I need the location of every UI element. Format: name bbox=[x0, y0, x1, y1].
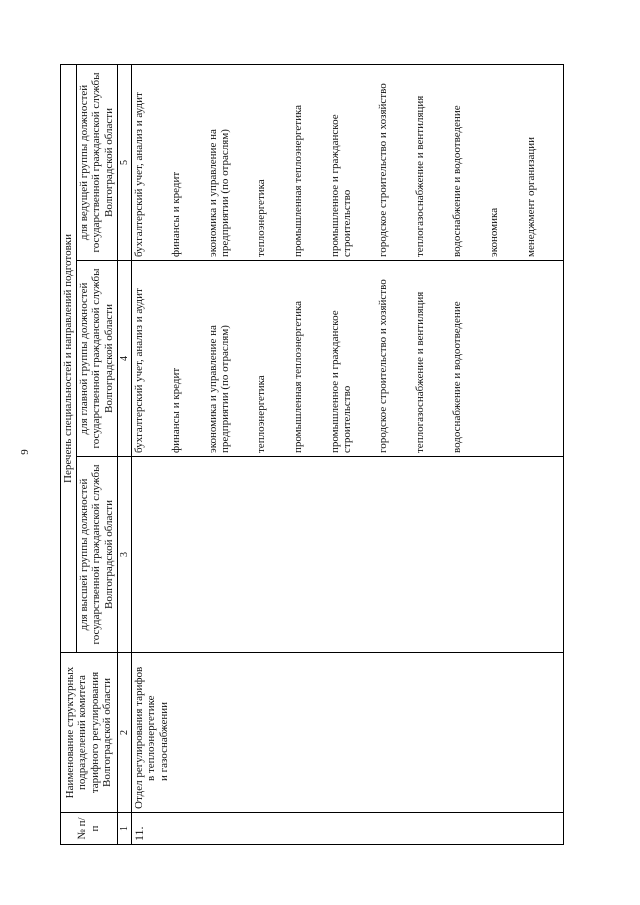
specialty-list bbox=[133, 264, 466, 453]
specialty-item: промышленное и гражданское строительство bbox=[328, 114, 354, 257]
specialty-item: промышленное и гражданское строительство bbox=[328, 310, 354, 453]
specialty-item: водоснабжение и водоотведение bbox=[451, 301, 464, 453]
header-col5: для ведущей группы должностей государственной гражданской службы Волгоградской области bbox=[76, 64, 117, 260]
header-col3: для высшей группы должностей государственной гражданской службы Волгоградской области bbox=[76, 457, 117, 653]
col-number: 4 bbox=[117, 261, 131, 457]
specialty-item: городское строительство и хозяйство bbox=[377, 83, 390, 257]
header-row-1 bbox=[61, 64, 77, 844]
specialty-item: теплоэнергетика bbox=[254, 375, 267, 453]
specialties-table bbox=[60, 64, 564, 845]
unit-name-line: в теплоэнергетике bbox=[145, 695, 158, 781]
specialty-item: менеджмент организации bbox=[525, 136, 538, 257]
specialty-list bbox=[133, 68, 540, 257]
col3-cell bbox=[131, 457, 564, 653]
table-row bbox=[131, 64, 564, 844]
col-number: 2 bbox=[117, 653, 131, 813]
column-number-row bbox=[117, 64, 131, 844]
specialty-item: финансы и кредит bbox=[169, 171, 182, 257]
specialty-item: промышленная теплоэнергетика bbox=[291, 104, 304, 257]
page-number: 9 bbox=[18, 449, 31, 455]
rotated-document bbox=[60, 65, 580, 845]
specialty-item: промышленная теплоэнергетика bbox=[291, 300, 304, 453]
row-number: 11. bbox=[131, 813, 564, 845]
col-number: 3 bbox=[117, 457, 131, 653]
col4-cell bbox=[131, 261, 564, 457]
specialty-item: водоснабжение и водоотведение bbox=[451, 105, 464, 257]
unit-name-line: и газоснабжении bbox=[157, 701, 170, 781]
specialty-item: экономика bbox=[488, 207, 501, 257]
specialty-item: экономика и управление на предприятии (по отраслям) bbox=[206, 325, 232, 453]
unit-name-line: Отдел регулирования тарифов bbox=[132, 666, 145, 809]
specialty-item: бухгалтерский учет, анализ и аудит bbox=[132, 92, 145, 257]
specialty-item: теплогазоснабжение и вентиляция bbox=[414, 291, 427, 453]
col-number: 5 bbox=[117, 64, 131, 260]
specialty-item: бухгалтерский учет, анализ и аудит bbox=[132, 288, 145, 453]
header-group: Перечень специальностей и направлений подготовки bbox=[61, 64, 77, 652]
unit-name bbox=[131, 653, 564, 813]
header-unit-name: Наименование структурных подразделений комитета тарифного регулирования Волгоградской области bbox=[61, 653, 118, 813]
col5-cell bbox=[131, 64, 564, 260]
header-num: № п/п bbox=[61, 813, 118, 845]
header-col4: для главной группы должностей государственной гражданской службы Волгоградской области bbox=[76, 261, 117, 457]
specialty-item: финансы и кредит bbox=[169, 367, 182, 453]
col-number: 1 bbox=[117, 813, 131, 845]
specialty-item: теплогазоснабжение и вентиляция bbox=[414, 95, 427, 257]
specialty-item: теплоэнергетика bbox=[254, 179, 267, 257]
specialty-item: экономика и управление на предприятии (по отраслям) bbox=[206, 129, 232, 257]
specialty-item: городское строительство и хозяйство bbox=[377, 279, 390, 453]
